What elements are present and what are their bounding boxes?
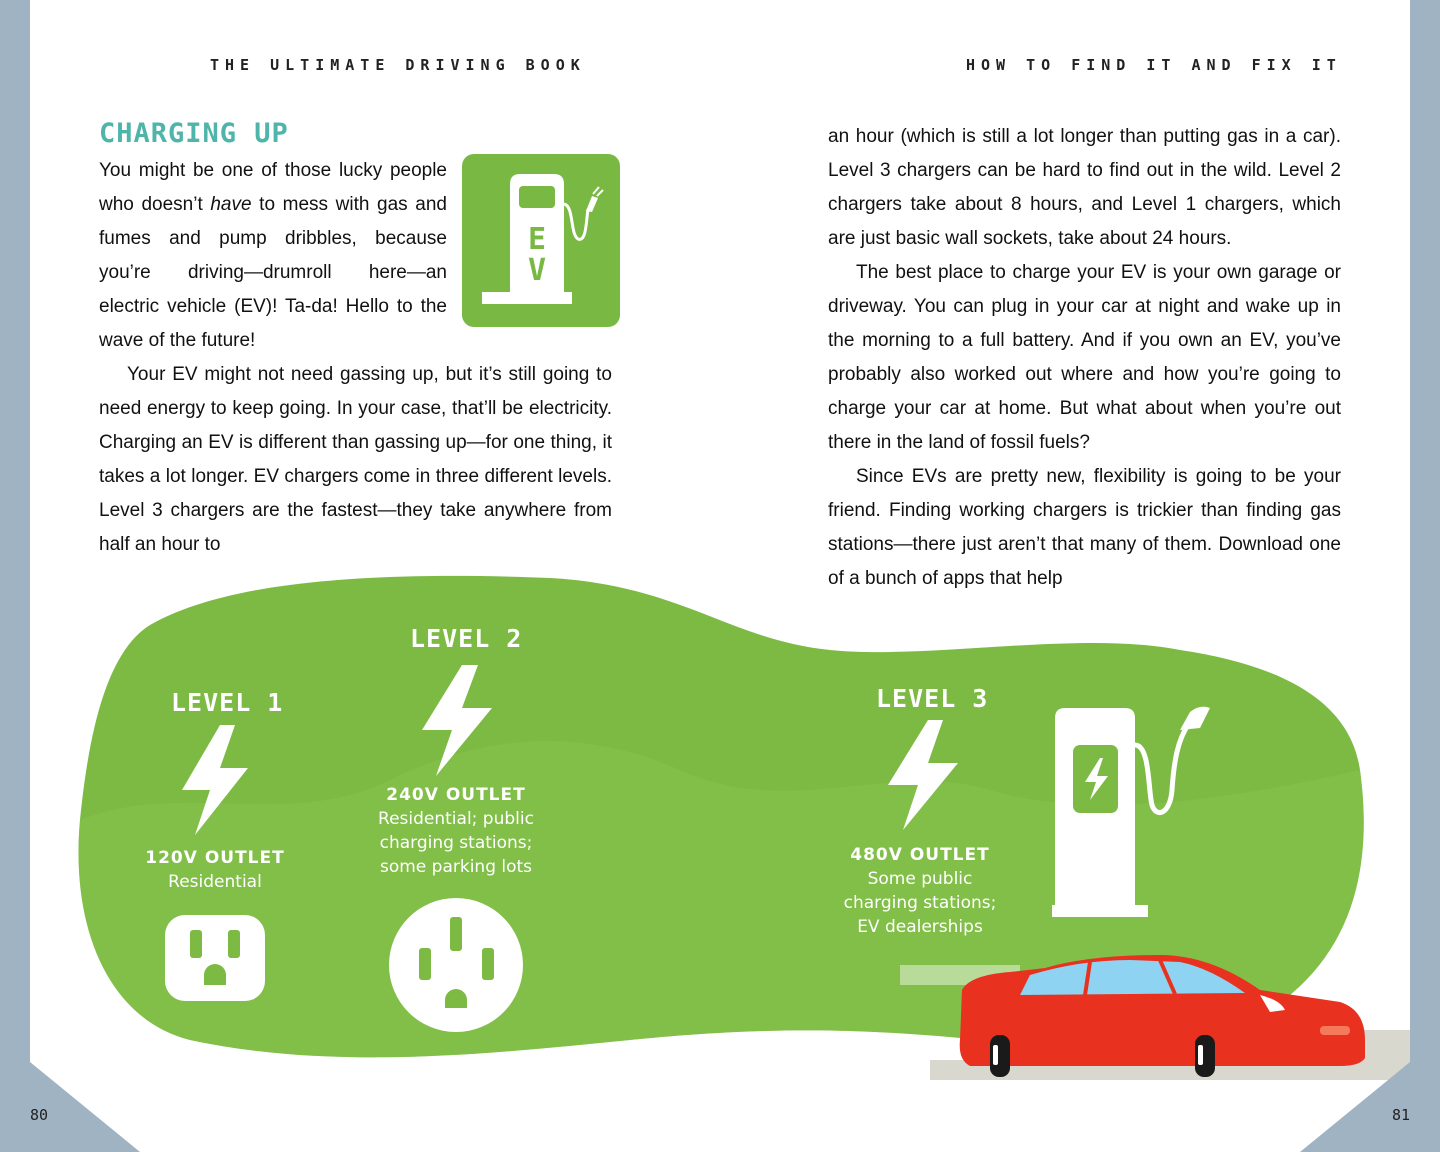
section-title: CHARGING UP bbox=[99, 118, 289, 149]
level-2-voltage: 240V OUTLET bbox=[386, 785, 526, 805]
level-2-description bbox=[346, 783, 566, 879]
ev-charger-icon bbox=[462, 154, 620, 327]
level-1-description bbox=[120, 846, 310, 894]
level-2-line-3: some parking lots bbox=[379, 857, 533, 877]
level-3-line-2: charging stations; bbox=[843, 893, 997, 913]
left-column-intro bbox=[99, 154, 447, 358]
left-column-body bbox=[99, 358, 612, 562]
level-3-title: LEVEL 3 bbox=[876, 684, 989, 713]
ev-badge-letter-v: V bbox=[527, 253, 547, 288]
level-1-voltage: 120V OUTLET bbox=[145, 848, 285, 868]
page-number-left: 80 bbox=[30, 1106, 49, 1124]
level-3-line-3: EV dealerships bbox=[857, 917, 983, 937]
running-head-left: THE ULTIMATE DRIVING BOOK bbox=[210, 56, 586, 74]
outlet-240v-icon bbox=[389, 898, 523, 1032]
level-1-line-1: Residential bbox=[168, 872, 262, 892]
level-2-line-1: Residential; public bbox=[378, 809, 534, 829]
level-1-title: LEVEL 1 bbox=[171, 688, 284, 717]
ev-badge bbox=[462, 154, 620, 327]
page-number-right: 81 bbox=[1392, 1106, 1411, 1124]
level-3-voltage: 480V OUTLET bbox=[850, 845, 990, 865]
level-2-title: LEVEL 2 bbox=[410, 624, 523, 653]
paragraph-1: You might be one of those lucky people who doesn’t have to mess with gas and fumes and pump dribbles, because you’re driving—drumroll here—an electric vehicle (EV)! Ta-da! Hello to the wave of the future! bbox=[99, 160, 447, 351]
level-3-line-1: Some public bbox=[867, 869, 973, 889]
right-paragraph-3: Since EVs are pretty new, flexibility is going to be your friend. Finding working chargers is trickier than finding gas stations—there just aren’t that many of them. Download one of a bunch of apps that help bbox=[828, 466, 1341, 589]
level-3-description bbox=[820, 843, 1020, 939]
right-paragraph-1: an hour (which is still a lot longer than putting gas in a car). Level 3 chargers can be hard to find out in the wild. Level 2 chargers take about 8 hours, and Level 1 chargers, which are just basic wall sockets, take about 24 hours. bbox=[828, 126, 1341, 249]
running-head-right: HOW TO FIND IT AND FIX IT bbox=[966, 56, 1342, 74]
ev-badge-letter-e: E bbox=[527, 222, 547, 257]
right-column bbox=[828, 120, 1341, 596]
outlet-120v-icon bbox=[165, 915, 265, 1001]
book-spread bbox=[30, 0, 1410, 1152]
level-2-line-2: charging stations; bbox=[379, 833, 533, 853]
paragraph-2: Your EV might not need gassing up, but it’s still going to need energy to keep going. In your case, that’ll be electricity. Charging an EV is different than gassing up—for one thing, it takes a lot longer. EV chargers come in three different levels. Level 3 chargers are the fastest—they take anywhere from half an hour to bbox=[99, 364, 612, 555]
right-paragraph-2: The best place to charge your EV is your own garage or driveway. You can plug in your car at night and wake up in the morning to a full battery. And if you own an EV, you’ve probably also worked out where and how you’re going to charge your car at home. But what about when you’re out there in the land of fossil fuels? bbox=[828, 262, 1341, 453]
